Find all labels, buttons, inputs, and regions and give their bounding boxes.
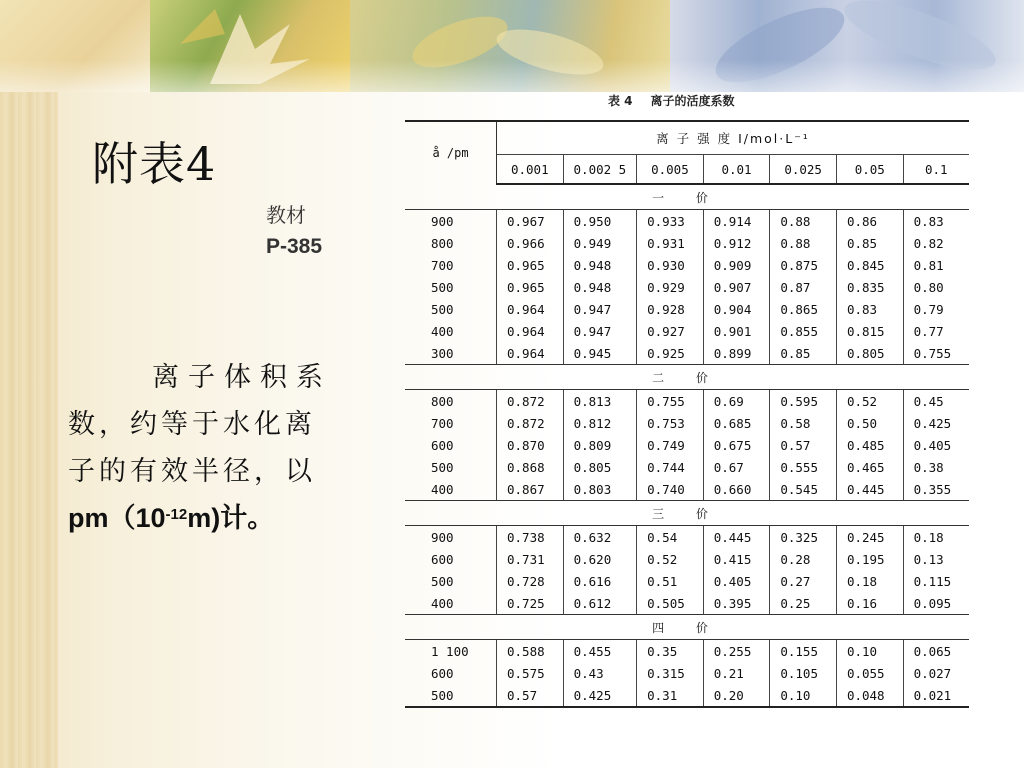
table-row	[405, 412, 969, 434]
coefficient-cell: 0.945	[563, 342, 637, 365]
coefficient-cell: 0.685	[703, 412, 770, 434]
coefficient-cell: 0.947	[563, 298, 637, 320]
textbook-reference: 教材	[266, 203, 306, 227]
coefficient-cell: 0.965	[507, 257, 545, 273]
coefficient-cell: 0.415	[703, 548, 770, 570]
coefficient-cell: 0.865	[770, 298, 837, 320]
coefficient-cell: 0.872	[507, 415, 545, 431]
coefficient-cell: 0.455	[563, 640, 637, 663]
coefficient-cell: 0.835	[836, 276, 903, 298]
coefficient-cell: 0.948	[563, 276, 637, 298]
ion-size-cell: 1 100	[405, 640, 497, 663]
decorative-banner	[0, 0, 1024, 92]
coefficient-cell: 0.83	[836, 298, 903, 320]
coefficient-cell: 0.909	[703, 254, 770, 276]
coefficient-cell: 0.095	[903, 592, 969, 615]
ion-size-cell: 800	[405, 390, 497, 413]
coefficient-cell: 0.912	[703, 232, 770, 254]
coefficient-cell: 0.52	[637, 548, 704, 570]
coefficient-cell: 0.964	[507, 323, 545, 339]
coefficient-cell: 0.57	[497, 684, 564, 707]
section-header-row	[405, 615, 969, 640]
coefficient-cell: 0.245	[836, 526, 903, 549]
concentration-header: 0.025	[770, 155, 837, 185]
table-row	[405, 320, 969, 342]
coefficient-cell: 0.055	[836, 662, 903, 684]
coefficient-cell: 0.38	[903, 456, 969, 478]
coefficient-cell: 0.58	[770, 412, 837, 434]
table-row	[405, 434, 969, 456]
coefficient-cell: 0.87	[770, 276, 837, 298]
coefficient-cell: 0.620	[563, 548, 637, 570]
coefficient-cell: 0.595	[770, 390, 837, 413]
table-row	[405, 526, 969, 549]
coefficient-cell: 0.20	[703, 684, 770, 707]
section-label: 四 价	[405, 615, 969, 640]
coefficient-cell: 0.425	[903, 412, 969, 434]
coefficient-cell: 0.740	[637, 478, 704, 501]
table-row	[405, 456, 969, 478]
coefficient-cell: 0.28	[770, 548, 837, 570]
coefficient-cell: 0.80	[903, 276, 969, 298]
coefficient-cell: 0.021	[903, 684, 969, 707]
coefficient-cell: 0.35	[637, 640, 704, 663]
concentration-header: 0.05	[836, 155, 903, 185]
coefficient-cell: 0.675	[703, 434, 770, 456]
coefficient-cell: 0.88	[770, 232, 837, 254]
ion-size-cell: 900	[405, 210, 497, 233]
coefficient-cell: 0.904	[703, 298, 770, 320]
coefficient-cell: 0.925	[637, 342, 704, 365]
coefficient-cell: 0.812	[563, 412, 637, 434]
note-unit-exponent: -12	[165, 506, 188, 523]
coefficient-cell: 0.907	[703, 276, 770, 298]
coefficient-cell: 0.809	[563, 434, 637, 456]
coefficient-cell: 0.901	[703, 320, 770, 342]
ion-size-cell: 500	[405, 684, 497, 707]
coefficient-cell: 0.728	[507, 573, 545, 589]
coefficient-cell: 0.899	[703, 342, 770, 365]
table-row	[405, 254, 969, 276]
ion-size-cell: 800	[405, 232, 497, 254]
ion-size-cell: 400	[405, 478, 497, 501]
coefficient-cell: 0.914	[703, 210, 770, 233]
coefficient-cell: 0.18	[836, 570, 903, 592]
slide-title: 附表4	[92, 137, 217, 191]
note-line: 离子体积系	[152, 362, 332, 393]
coefficient-cell: 0.45	[903, 390, 969, 413]
coefficient-cell: 0.948	[563, 254, 637, 276]
table-row	[405, 570, 969, 592]
table-row	[405, 232, 969, 254]
table-caption	[608, 92, 753, 109]
coefficient-cell: 0.950	[563, 210, 637, 233]
coefficient-cell: 0.85	[836, 232, 903, 254]
ion-size-cell: 500	[405, 456, 497, 478]
table-row	[405, 478, 969, 501]
explanation-note	[68, 354, 350, 542]
table-header-row	[405, 121, 969, 155]
note-unit-text: pm（10	[68, 503, 166, 533]
coefficient-cell: 0.749	[637, 434, 704, 456]
table-number: 表 4	[608, 94, 633, 108]
ion-size-cell: 300	[405, 342, 497, 365]
table-row	[405, 342, 969, 365]
coefficient-cell: 0.21	[703, 662, 770, 684]
coefficient-cell: 0.83	[903, 210, 969, 233]
concentration-header: 0.002 5	[563, 155, 637, 185]
ion-size-cell: 600	[405, 548, 497, 570]
coefficient-cell: 0.725	[497, 592, 564, 615]
coefficient-cell: 0.755	[903, 342, 969, 365]
coefficient-cell: 0.930	[637, 254, 704, 276]
coefficient-cell: 0.738	[507, 529, 545, 545]
note-unit-text: m)计。	[187, 503, 275, 533]
coefficient-cell: 0.813	[563, 390, 637, 413]
ion-size-cell: 400	[405, 320, 497, 342]
coefficient-cell: 0.588	[507, 643, 545, 659]
coefficient-cell: 0.16	[836, 592, 903, 615]
coefficient-cell: 0.52	[836, 390, 903, 413]
coefficient-cell: 0.57	[770, 434, 837, 456]
coefficient-cell: 0.505	[637, 592, 704, 615]
coefficient-cell: 0.870	[507, 437, 545, 453]
row-header-label: å /pm	[405, 121, 497, 184]
coefficient-cell: 0.67	[703, 456, 770, 478]
coefficient-cell: 0.931	[637, 232, 704, 254]
coefficient-cell: 0.27	[770, 570, 837, 592]
coefficient-cell: 0.13	[903, 548, 969, 570]
coefficient-cell: 0.867	[497, 478, 564, 501]
coefficient-cell: 0.805	[563, 456, 637, 478]
section-label: 三 价	[405, 501, 969, 526]
section-header-row	[405, 365, 969, 390]
section-label: 一 价	[405, 184, 969, 210]
coefficient-cell: 0.10	[836, 640, 903, 663]
coefficient-cell: 0.027	[903, 662, 969, 684]
table-row	[405, 210, 969, 233]
table-row	[405, 390, 969, 413]
activity-coefficient-table	[405, 120, 969, 708]
coefficient-cell: 0.485	[836, 434, 903, 456]
section-header-row	[405, 184, 969, 210]
coefficient-cell: 0.065	[903, 640, 969, 663]
note-line: 子的有效半径，以	[68, 456, 316, 487]
page-reference: P-385	[266, 235, 323, 258]
table-row	[405, 662, 969, 684]
coefficient-cell: 0.405	[903, 434, 969, 456]
ion-size-cell: 400	[405, 592, 497, 615]
coefficient-cell: 0.868	[507, 459, 545, 475]
coefficient-cell: 0.77	[903, 320, 969, 342]
coefficient-cell: 0.855	[770, 320, 837, 342]
ion-size-cell: 500	[405, 276, 497, 298]
coefficient-cell: 0.632	[563, 526, 637, 549]
coefficient-cell: 0.964	[507, 301, 545, 317]
coefficient-cell: 0.805	[836, 342, 903, 365]
note-line-units	[68, 495, 350, 542]
coefficient-cell: 0.660	[703, 478, 770, 501]
ion-size-cell: 900	[405, 526, 497, 549]
column-group-header: 离 子 强 度 I/mol·L⁻¹	[497, 121, 970, 155]
coefficient-cell: 0.405	[703, 570, 770, 592]
section-label: 二 价	[405, 365, 969, 390]
decorative-left-strip	[0, 0, 58, 768]
data-table	[405, 120, 969, 708]
coefficient-cell: 0.255	[703, 640, 770, 663]
ion-size-cell: 500	[405, 298, 497, 320]
coefficient-cell: 0.949	[563, 232, 637, 254]
table-row	[405, 640, 969, 663]
coefficient-cell: 0.25	[770, 592, 837, 615]
coefficient-cell: 0.54	[637, 526, 704, 549]
coefficient-cell: 0.965	[507, 279, 545, 295]
coefficient-cell: 0.82	[903, 232, 969, 254]
concentration-header: 0.1	[903, 155, 969, 185]
concentration-header: 0.001	[497, 155, 564, 185]
coefficient-cell: 0.964	[497, 342, 564, 365]
table-row	[405, 276, 969, 298]
coefficient-cell: 0.10	[770, 684, 837, 707]
ion-size-cell: 500	[405, 570, 497, 592]
coefficient-cell: 0.755	[637, 390, 704, 413]
table-row	[405, 684, 969, 707]
coefficient-cell: 0.815	[836, 320, 903, 342]
coefficient-cell: 0.933	[637, 210, 704, 233]
coefficient-cell: 0.575	[507, 665, 545, 681]
coefficient-cell: 0.18	[903, 526, 969, 549]
coefficient-cell: 0.155	[770, 640, 837, 663]
ion-size-cell: 600	[405, 434, 497, 456]
concentration-header: 0.01	[703, 155, 770, 185]
coefficient-cell: 0.395	[703, 592, 770, 615]
coefficient-cell: 0.88	[770, 210, 837, 233]
coefficient-cell: 0.465	[836, 456, 903, 478]
coefficient-cell: 0.803	[563, 478, 637, 501]
coefficient-cell: 0.69	[703, 390, 770, 413]
coefficient-cell: 0.51	[637, 570, 704, 592]
coefficient-cell: 0.927	[637, 320, 704, 342]
coefficient-cell: 0.445	[836, 478, 903, 501]
coefficient-cell: 0.355	[903, 478, 969, 501]
coefficient-cell: 0.616	[563, 570, 637, 592]
coefficient-cell: 0.50	[836, 412, 903, 434]
coefficient-cell: 0.845	[836, 254, 903, 276]
coefficient-cell: 0.875	[770, 254, 837, 276]
coefficient-cell: 0.731	[507, 551, 545, 567]
coefficient-cell: 0.967	[507, 213, 545, 229]
coefficient-cell: 0.195	[836, 548, 903, 570]
table-row	[405, 298, 969, 320]
coefficient-cell: 0.612	[563, 592, 637, 615]
coefficient-cell: 0.43	[563, 662, 637, 684]
coefficient-cell: 0.31	[637, 684, 704, 707]
coefficient-cell: 0.929	[637, 276, 704, 298]
coefficient-cell: 0.105	[770, 662, 837, 684]
banner-fade	[0, 60, 1024, 92]
coefficient-cell: 0.85	[770, 342, 837, 365]
coefficient-cell: 0.555	[770, 456, 837, 478]
coefficient-cell: 0.79	[903, 298, 969, 320]
coefficient-cell: 0.048	[836, 684, 903, 707]
ion-size-cell: 600	[405, 662, 497, 684]
coefficient-cell: 0.86	[836, 210, 903, 233]
coefficient-cell: 0.928	[637, 298, 704, 320]
note-line: 数，约等于水化离	[68, 409, 316, 440]
coefficient-cell: 0.872	[507, 393, 545, 409]
coefficient-cell: 0.966	[507, 235, 545, 251]
table-row	[405, 548, 969, 570]
ion-size-cell: 700	[405, 412, 497, 434]
coefficient-cell: 0.81	[903, 254, 969, 276]
ion-size-cell: 700	[405, 254, 497, 276]
concentration-header: 0.005	[637, 155, 704, 185]
coefficient-cell: 0.115	[903, 570, 969, 592]
coefficient-cell: 0.744	[637, 456, 704, 478]
coefficient-cell: 0.445	[703, 526, 770, 549]
coefficient-cell: 0.545	[770, 478, 837, 501]
coefficient-cell: 0.753	[637, 412, 704, 434]
table-title: 离子的活度系数	[650, 94, 735, 108]
section-header-row	[405, 501, 969, 526]
coefficient-cell: 0.947	[563, 320, 637, 342]
coefficient-cell: 0.325	[770, 526, 837, 549]
coefficient-cell: 0.425	[563, 684, 637, 707]
table-row	[405, 592, 969, 615]
coefficient-cell: 0.315	[637, 662, 704, 684]
